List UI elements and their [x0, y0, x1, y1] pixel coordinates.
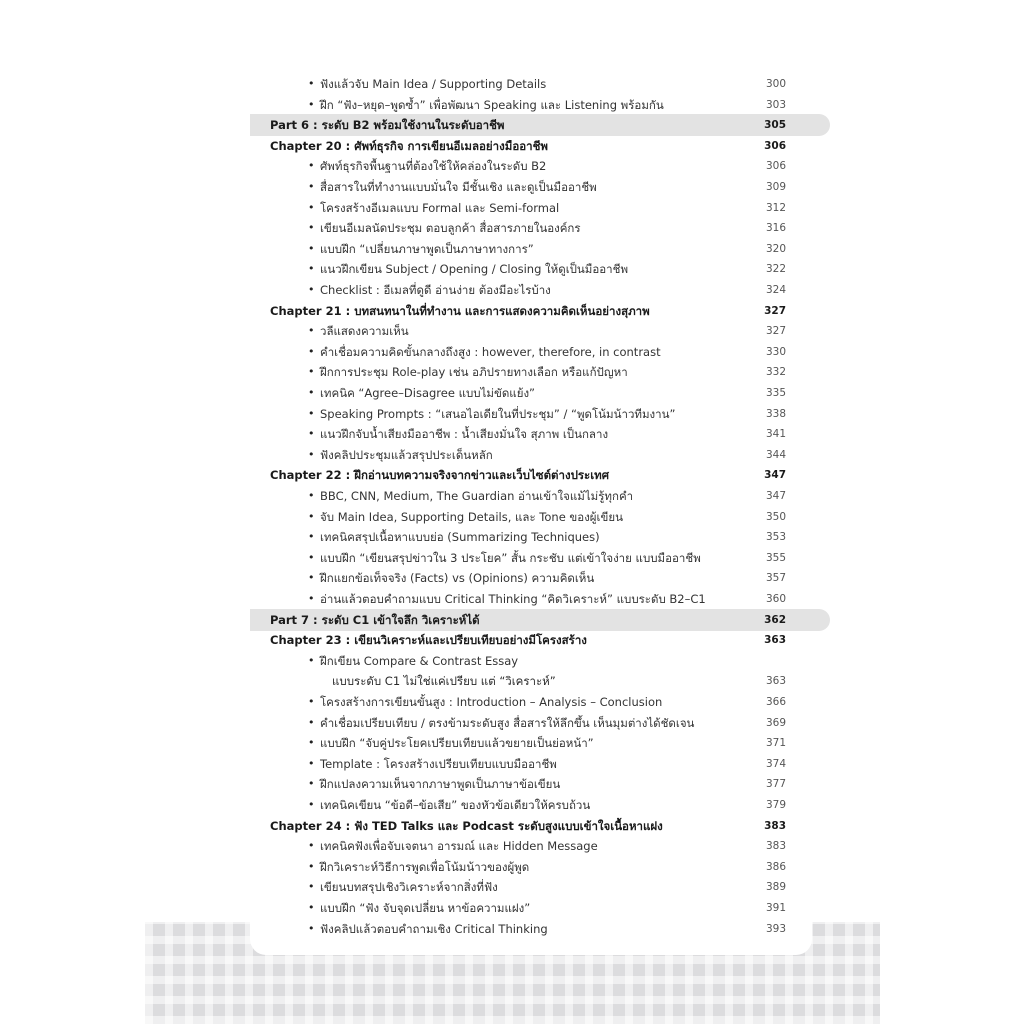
- entry-title: Part 6 : ระดับ B2 พร้อมใช้งานในระดับอาชีพ: [270, 118, 505, 133]
- entry-title: • เทคนิคสรุปเนื้อหาแบบย่อ (Summarizing Techniques): [320, 527, 760, 547]
- entry-title: • แนวฝึกเขียน Subject / Opening / Closing ให้ดูเป็นมืออาชีพ: [320, 259, 760, 279]
- page-number: 327: [764, 304, 786, 317]
- page-number: 355: [765, 551, 786, 564]
- page-number: 303: [765, 98, 786, 111]
- toc-entry: [270, 733, 786, 753]
- entry-title: Chapter 22 : ฝึกอ่านบทความจริงจากข่าวและเว็บไซต์ต่างประเทศ: [270, 468, 610, 483]
- entry-title: • ฝึกแยกข้อเท็จจริง (Facts) vs (Opinions) ความคิดเห็น: [320, 568, 760, 588]
- page-number: 383: [764, 819, 786, 832]
- toc-entry: [270, 424, 786, 444]
- entry-title: • ศัพท์ธุรกิจพื้นฐานที่ต้องใช้ให้คล่องในระดับ B2: [320, 156, 760, 176]
- entry-title: • ฝึกวิเคราะห์วิธีการพูดเพื่อโน้มน้าวของผู้พูด: [320, 857, 760, 877]
- entry-title: • แบบฝึก “จับคู่ประโยคเปรียบเทียบแล้วขยายเป็นย่อหน้า”: [320, 733, 760, 753]
- toc-entry: [270, 74, 786, 94]
- entry-title: • Checklist : อีเมลที่ดูดี อ่านง่าย ต้องมีอะไรบ้าง: [320, 280, 760, 300]
- entry-title: Chapter 23 : เขียนวิเคราะห์และเปรียบเทียบอย่างมีโครงสร้าง: [270, 633, 587, 648]
- page-number: 316: [765, 222, 786, 235]
- page-number: 300: [765, 78, 786, 90]
- entry-title: • ฟังคลิปประชุมแล้วสรุปประเด็นหลัก: [320, 445, 760, 465]
- toc-entry: [270, 239, 786, 259]
- toc-entry: [270, 404, 786, 424]
- page-number: 332: [765, 366, 786, 379]
- toc-entry: [270, 568, 786, 588]
- page-number: 369: [765, 716, 786, 729]
- entry-title: • คำเชื่อมความคิดขั้นกลางถึงสูง : however, therefore, in contrast: [320, 342, 760, 362]
- page-number: 383: [765, 840, 786, 853]
- page-number: 338: [765, 407, 786, 420]
- entry-title: • แบบฝึก “เขียนสรุปข่าวใน 3 ประโยค” สั้น กระชับ แต่เข้าใจง่าย แบบมืออาชีพ: [320, 548, 760, 568]
- toc-entry: [270, 692, 786, 712]
- entry-title: • ฟังคลิปแล้วตอบคำถามเชิง Critical Thinking: [320, 919, 760, 939]
- toc-entry: [270, 713, 786, 733]
- page-number: 327: [765, 325, 786, 338]
- entry-title: • แบบฝึก “เปลี่ยนภาษาพูดเป็นภาษาทางการ”: [320, 239, 760, 259]
- toc-entry: [270, 486, 786, 506]
- chapter-heading: [270, 301, 786, 321]
- entry-title: • แนวฝึกจับน้ำเสียงมืออาชีพ : น้ำเสียงมั่นใจ สุภาพ เป็นกลาง: [320, 424, 760, 444]
- page-number: 306: [765, 160, 786, 173]
- entry-title: • ฝึก “ฟัง–หยุด–พูดซ้ำ” เพื่อพัฒนา Speaking และ Listening พร้อมกัน: [320, 95, 760, 115]
- entry-title: • เขียนบทสรุปเชิงวิเคราะห์จากสิ่งที่ฟัง: [320, 877, 760, 897]
- toc-entry: [270, 589, 786, 609]
- toc-entry: [270, 156, 786, 176]
- entry-title: • Speaking Prompts : “เสนอไอเดียในที่ประชุม” / “พูดโน้มน้าวทีมงาน”: [320, 404, 760, 424]
- toc-entry: [270, 321, 786, 341]
- toc-entry: [270, 898, 786, 918]
- part-heading: [250, 114, 830, 136]
- page-number: 347: [764, 469, 786, 482]
- toc-entry: [270, 836, 786, 856]
- entry-title: • อ่านแล้วตอบคำถามแบบ Critical Thinking “คิดวิเคราะห์” แบบระดับ B2–C1: [320, 589, 760, 609]
- page-number: 362: [764, 613, 786, 626]
- page-number: 305: [764, 119, 786, 132]
- entry-title: • ฝึกเขียน Compare & Contrast Essay: [320, 651, 760, 671]
- page-number: 389: [765, 881, 786, 894]
- page-number: 374: [765, 757, 786, 770]
- page-number: 350: [765, 510, 786, 523]
- page-number: 330: [765, 345, 786, 358]
- entry-title: Part 7 : ระดับ C1 เข้าใจลึก วิเคราะห์ได้: [270, 612, 480, 627]
- page-number: 320: [765, 242, 786, 255]
- entry-title: • จับ Main Idea, Supporting Details, และ Tone ของผู้เขียน: [320, 507, 760, 527]
- page-number: 335: [765, 387, 786, 399]
- toc-entry: [270, 795, 786, 815]
- toc-entry: [270, 198, 786, 218]
- entry-title: แบบระดับ C1 ไม่ใช่แค่เปรียบ แต่ “วิเคราะห์”: [332, 674, 556, 689]
- page-number: 379: [765, 799, 786, 811]
- toc-entry: [270, 342, 786, 362]
- toc-entry: [270, 95, 786, 115]
- toc-entry: [270, 774, 786, 794]
- entry-title: • BBC, CNN, Medium, The Guardian อ่านเข้าใจแม้ไม่รู้ทุกคำ: [320, 486, 760, 506]
- page-number: 347: [765, 490, 786, 502]
- toc-entry: [270, 548, 786, 568]
- toc-entry: [270, 177, 786, 197]
- page-number: 371: [765, 737, 786, 750]
- chapter-heading: [270, 465, 786, 485]
- page-number: 363: [764, 634, 786, 647]
- toc-entry: [270, 383, 786, 403]
- page-number: 353: [765, 531, 786, 544]
- page-number: 341: [765, 428, 786, 441]
- entry-title: • โครงสร้างอีเมลแบบ Formal และ Semi-formal: [320, 198, 760, 218]
- entry-title: • คำเชื่อมเปรียบเทียบ / ตรงข้ามระดับสูง สื่อสารให้ลึกขึ้น เห็นมุมต่างได้ชัดเจน: [320, 713, 760, 733]
- entry-title: • เทคนิคเขียน “ข้อดี–ข้อเสีย” ของหัวข้อเดียวให้ครบถ้วน: [320, 795, 760, 815]
- page-number: 322: [765, 263, 786, 276]
- entry-title: • เขียนอีเมลนัดประชุม ตอบลูกค้า สื่อสารภายในองค์กร: [320, 218, 760, 238]
- entry-title: • วลีแสดงความเห็น: [320, 321, 760, 341]
- entry-title: • ฝึกแปลงความเห็นจากภาษาพูดเป็นภาษาข้อเขียน: [320, 774, 760, 794]
- entry-title: • สื่อสารในที่ทำงานแบบมั่นใจ มีชั้นเชิง และดูเป็นมืออาชีพ: [320, 177, 760, 197]
- page-number: 324: [765, 284, 786, 296]
- entry-title: • ฝึกการประชุม Role-play เช่น อภิปรายทางเลือก หรือแก้ปัญหา: [320, 362, 760, 382]
- page-number: 366: [765, 696, 786, 708]
- page-number: 377: [765, 778, 786, 791]
- page-number: 363: [765, 675, 786, 688]
- page-number: 357: [765, 572, 786, 585]
- entry-title: • Template : โครงสร้างเปรียบเทียบแบบมืออาชีพ: [320, 754, 760, 774]
- toc-entry: [270, 507, 786, 527]
- page-number: 360: [765, 593, 786, 605]
- toc-entry: [270, 218, 786, 238]
- toc-entry: [270, 259, 786, 279]
- page-number: 386: [765, 860, 786, 873]
- entry-title: • เทคนิค “Agree–Disagree แบบไม่ขัดแย้ง”: [320, 383, 760, 403]
- page-number: 309: [765, 181, 786, 193]
- entry-title: Chapter 20 : ศัพท์ธุรกิจ การเขียนอีเมลอย่างมืออาชีพ: [270, 138, 548, 153]
- chapter-heading: [270, 816, 786, 836]
- chapter-heading: [270, 630, 786, 650]
- page-number: 393: [765, 922, 786, 935]
- page-number: 344: [765, 448, 786, 461]
- toc-entry: [270, 651, 786, 671]
- toc-entry: [270, 527, 786, 547]
- entry-title: • เทคนิคฟังเพื่อจับเจตนา อารมณ์ และ Hidden Message: [320, 836, 760, 856]
- entry-title: • แบบฝึก “ฟัง จับจุดเปลี่ยน หาข้อความแฝง”: [320, 898, 760, 918]
- entry-title: • ฟังแล้วจับ Main Idea / Supporting Details: [320, 74, 760, 94]
- toc-entry: [270, 877, 786, 897]
- chapter-heading: [270, 136, 786, 156]
- entry-title: • โครงสร้างการเขียนขั้นสูง : Introduction – Analysis – Conclusion: [320, 692, 760, 712]
- entry-title: Chapter 21 : บทสนทนาในที่ทำงาน และการแสดงความคิดเห็นอย่างสุภาพ: [270, 303, 650, 318]
- toc-entry: [270, 919, 786, 939]
- toc-entry: [270, 857, 786, 877]
- page-number: 312: [765, 201, 786, 214]
- toc-entry: [270, 445, 786, 465]
- page-number: 391: [765, 902, 786, 914]
- toc-entry: [270, 280, 786, 300]
- toc-entry: [270, 754, 786, 774]
- part-heading: [250, 609, 830, 631]
- toc-entry: [270, 362, 786, 382]
- entry-title: Chapter 24 : ฟัง TED Talks และ Podcast ระดับสูงแบบเข้าใจเนื้อหาแฝง: [270, 818, 663, 833]
- toc-entry: [270, 671, 786, 691]
- page-number: 306: [764, 139, 786, 152]
